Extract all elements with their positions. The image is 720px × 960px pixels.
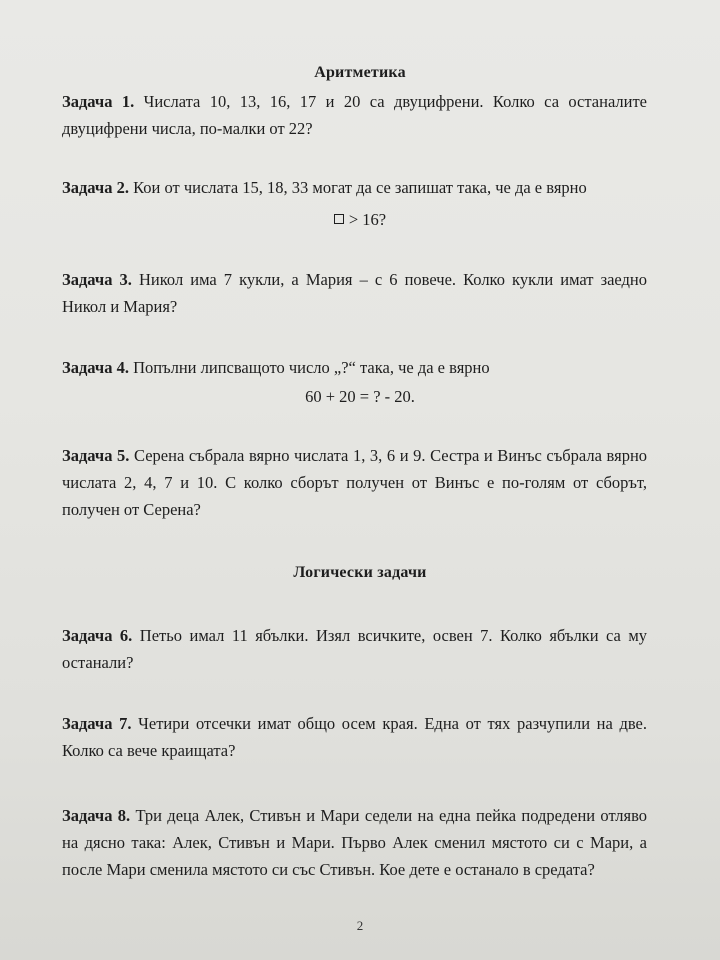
task-6 [62, 622, 647, 676]
task-label: Задача 2. [62, 178, 129, 197]
task-text: Петьо имал 11 ябълки. Изял всичките, освен 7. Колко ябълки са му останали? [62, 626, 648, 672]
task-7 [62, 710, 647, 764]
task-label: Задача 1. [62, 92, 135, 111]
task-label: Задача 5. [62, 446, 130, 465]
task-text: Числата 10, 13, 16, 17 и 20 са двуцифрени. Колко са останалите двуцифрени числа, по-малки от 22? [62, 92, 648, 138]
empty-box-icon [334, 214, 344, 224]
task-text: Серена събрала вярно числата 1, 3, 6 и 9. Сестра и Винъс събрала вярно числата 2, 4, 7 и 10. С колко сборът получен от Винъс е по-голям от сборът, получен от Серена? [62, 446, 648, 519]
section-title-logic: Логически задачи [293, 564, 427, 581]
task-8 [62, 802, 647, 883]
page-number: 2 [356, 918, 364, 933]
task-2-formula [0, 210, 720, 230]
task-2 [62, 174, 647, 201]
task-4 [62, 354, 647, 381]
section-title-arithmetic: Аритметика [314, 64, 406, 81]
task-label: Задача 4. [62, 358, 129, 377]
task-4-formula: 60 + 20 = ? - 20. [305, 387, 415, 406]
task-text: Четири отсечки имат общо осем края. Една от тях разчупили на две. Колко са вече краищата? [62, 714, 648, 760]
task-label: Задача 6. [62, 626, 133, 645]
task-5 [62, 442, 647, 523]
task-3 [62, 266, 647, 320]
task-1 [62, 88, 647, 142]
task-text: Три деца Алек, Стивън и Мари седели на една пейка подредени отляво на дясно така: Алек, Стивън и Мари. Първо Алек сменил мястото си с Мари, а после Мари сменила мястото си със Стивън. Кое дете е останало в средата? [62, 806, 647, 879]
formula-text: > 16? [348, 210, 387, 229]
task-label: Задача 7. [62, 714, 132, 733]
task-label: Задача 3. [62, 270, 132, 289]
task-text: Никол има 7 кукли, а Мария – с 6 повече. Колко кукли имат заедно Никол и Мария? [62, 270, 648, 316]
task-text: Кои от числата 15, 18, 33 могат да се запишат така, че да е вярно [133, 178, 587, 197]
task-label: Задача 8. [62, 806, 131, 825]
task-text: Попълни липсващото число „?“ така, че да е вярно [133, 358, 490, 377]
